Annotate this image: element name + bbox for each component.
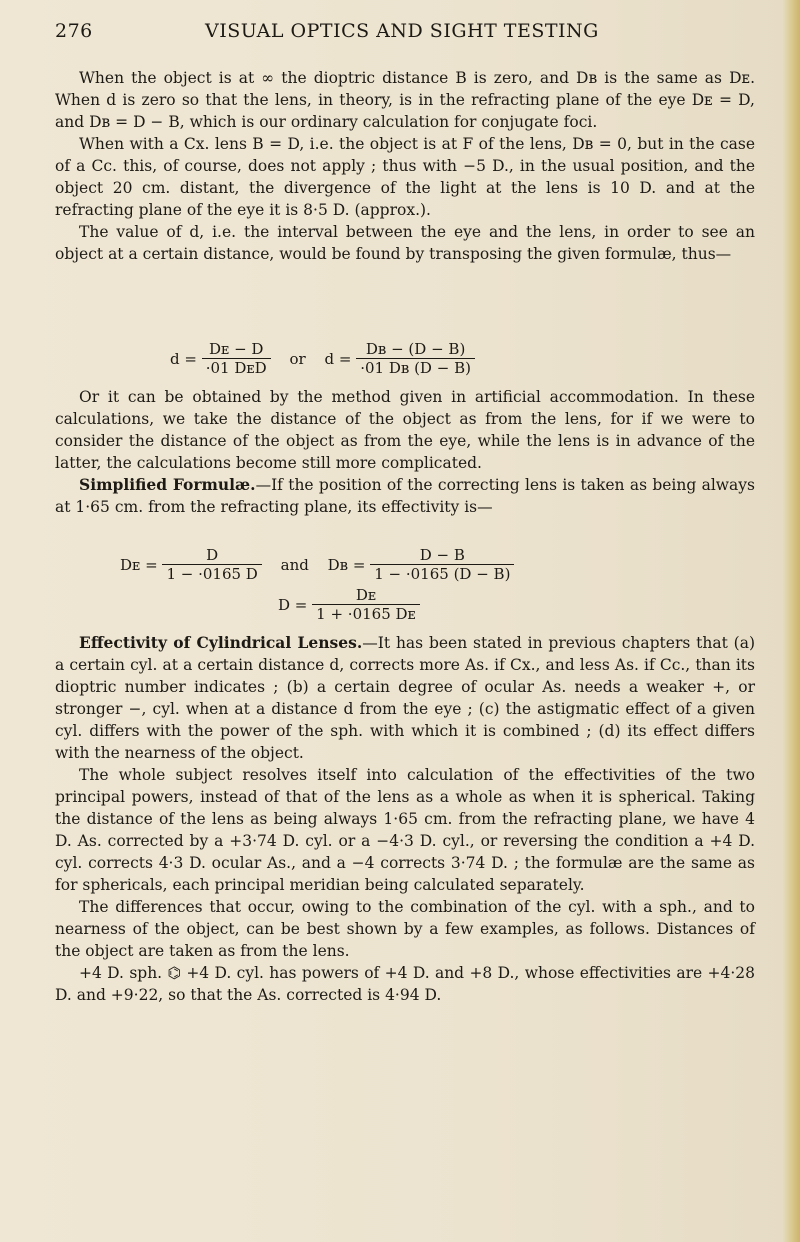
text-block-3	[55, 632, 755, 1006]
fraction-numerator: Dʙ − (D − B)	[356, 340, 475, 359]
section-text: —It has been stated in previous chapters that (a) a certain cyl. at a certain distance d, corrects more As. if Cx., and less As. if Cc., than its dioptric number indicates ; (b) a certain degree of ocular As. needs a weaker +, or stronger −, cyl. when at a distance d from the eye ; (c) the astigmatic effect of a given cyl. differs with the power of the sph. with which it is combined ; (d) its effect differs with the nearness of the object.	[55, 634, 756, 762]
page-number: 276	[55, 20, 93, 42]
fraction	[162, 546, 261, 583]
fraction	[370, 546, 514, 583]
paragraph: When with a Cx. lens B = D, i.e. the object is at F of the lens, Dʙ = 0, but in the case of a Cc. this, of course, does not apply ; thus with −5 D., in the usual position, and the object 20 cm. distant, the divergence of the light at the lens is 10 D. and at the refracting plane of the eye it is 8·5 D. (approx.).	[55, 135, 755, 219]
paragraph: Or it can be obtained by the method given in artificial accommodation. In these calculations, we take the distance of the object as from the lens, for if we were to consider the distance of the object as from the eye, while the lens is in advance of the latter, the calculations become still more complicated.	[55, 388, 755, 472]
section-heading: Simplified Formulæ.	[79, 475, 256, 494]
formula-inverse	[278, 586, 420, 623]
fraction-denominator: 1 − ·0165 D	[166, 565, 258, 583]
fraction-numerator: D − B	[370, 546, 514, 565]
paragraph: The value of d, i.e. the interval between the eye and the lens, in order to see an object at a certain distance, would be found by transposing the given formulæ, thus—	[55, 223, 755, 263]
fraction-numerator: Dᴇ	[312, 586, 420, 605]
formula-lhs: d =	[324, 349, 352, 368]
page-edge	[782, 0, 800, 1242]
section-heading: Effectivity of Cylindrical Lenses.	[79, 633, 363, 652]
fraction-denominator: ·01 DᴇD	[205, 359, 267, 377]
paragraph: The whole subject resolves itself into calculation of the effectivities of the two principal powers, instead of that of the lens as a whole as when it is spherical. Taking the distance of the lens as being always 1·65 cm. from the refracting plane, we have 4 D. As. corrected by a +3·74 D. cyl. or a −4·3 D. cyl., or reversing the condition a +4 D. cyl. corrects 4·3 D. ocular As., and a −4 corrects 3·74 D. ; the formulæ are the same as for sphericals, each principal meridian being calculated separately.	[55, 766, 755, 894]
formula-lhs: Dʙ =	[327, 555, 366, 574]
fraction	[202, 340, 271, 377]
fraction-denominator: 1 + ·0165 Dᴇ	[316, 605, 416, 623]
fraction-numerator: Dᴇ − D	[202, 340, 271, 359]
text-block-2	[55, 386, 755, 518]
formula-d-transposed	[170, 340, 475, 377]
fraction-denominator: 1 − ·0165 (D − B)	[374, 565, 511, 583]
fraction-numerator: D	[162, 546, 261, 565]
paragraph	[55, 632, 755, 764]
fraction-denominator: ·01 Dʙ (D − B)	[360, 359, 471, 377]
paragraph: When the object is at ∞ the dioptric distance B is zero, and Dʙ is the same as Dᴇ. When d is zero so that the lens, in theory, is in the refracting plane of the eye Dᴇ = D, and Dʙ = D − B, which is our ordinary calculation for conjugate foci.	[55, 69, 755, 131]
section-text: —If the position of the correcting lens is taken as being always at 1·65 cm. from the refracting plane, its effectivity is—	[55, 476, 755, 516]
paragraph: The differences that occur, owing to the combination of the cyl. with a sph., and to nearness of the object, can be best shown by a few examples, as follows. Distances of the object are taken as from the lens.	[55, 898, 755, 960]
formula-lhs: Dᴇ =	[120, 555, 158, 574]
paragraph: +4 D. sph. ⌬ +4 D. cyl. has powers of +4 D. and +8 D., whose effectivities are +4·28 D. and +9·22, so that the As. corrected is 4·94 D.	[55, 964, 755, 1004]
paragraph	[55, 474, 755, 518]
text-block-1	[55, 67, 755, 265]
fraction	[356, 340, 475, 377]
formula-conjunction: or	[289, 349, 306, 368]
running-title: VISUAL OPTICS AND SIGHT TESTING	[205, 20, 599, 42]
formula-lhs: d =	[170, 349, 197, 368]
formula-conjunction: and	[280, 555, 309, 574]
formula-effectivity	[120, 546, 514, 583]
fraction	[312, 586, 420, 623]
running-header	[55, 20, 755, 48]
formula-lhs: D =	[278, 595, 308, 614]
